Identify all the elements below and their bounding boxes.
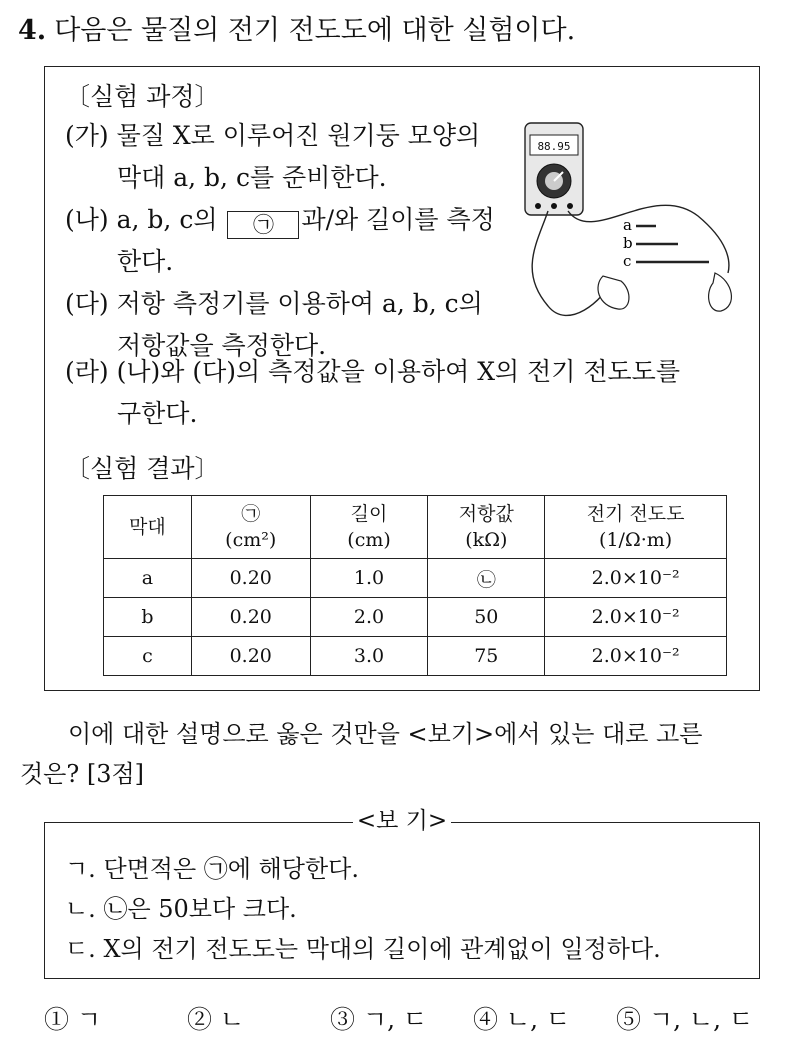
cell-rod: a: [104, 559, 192, 598]
rod-label-a: a: [623, 216, 632, 234]
left-hand-icon: [598, 276, 629, 309]
rod-label-b: b: [623, 234, 633, 252]
col-length: 길이 (cm): [310, 496, 428, 559]
step-text: 과/와 길이를 측정: [301, 205, 495, 234]
step-text: 물질 X로 이루어진 원기둥 모양의: [116, 121, 481, 150]
cell-resistance: ㉡: [428, 559, 545, 598]
cell-length: 1.0: [310, 559, 428, 598]
multimeter-display: 88.95: [537, 140, 571, 153]
choice-2[interactable]: ② ㄴ: [187, 1005, 245, 1034]
step-text-cont: 막대 a, b, c를 준비한다.: [117, 163, 387, 192]
bogi-item-giyeok: ㄱ. 단면적은 ㉠에 해당한다.: [65, 855, 359, 883]
choice-5[interactable]: ⑤ ㄱ, ㄴ, ㄷ: [616, 1005, 754, 1034]
bogi-item-digeut: ㄷ. X의 전기 전도도는 막대의 길이에 관계없이 일정하다.: [65, 935, 661, 963]
multimeter-illustration: [523, 121, 745, 321]
step-marker: (다): [65, 289, 109, 318]
cell-resistance: 50: [428, 598, 545, 637]
cell-area: 0.20: [191, 637, 310, 676]
question-description: [20, 714, 760, 794]
bogi-item-nieun: ㄴ. ㉡은 50보다 크다.: [65, 895, 297, 923]
step-marker: (나): [65, 205, 109, 234]
result-table: [103, 495, 727, 676]
procedure-heading: 〔실험 과정〕: [65, 82, 220, 111]
blank-box: ㉠: [227, 211, 299, 239]
step-ra: [65, 351, 680, 435]
rod-label-c: c: [623, 252, 632, 270]
cell-area: 0.20: [191, 559, 310, 598]
col-resistance: 저항값 (kΩ): [428, 496, 545, 559]
cell-conductivity: 2.0×10⁻²: [545, 559, 727, 598]
cell-length: 3.0: [310, 637, 428, 676]
choice-3[interactable]: ③ ㄱ, ㄷ: [330, 1005, 428, 1034]
step-text-cont: 구한다.: [117, 399, 198, 428]
bogi-label: <보 기>: [45, 806, 759, 836]
table-row: [104, 559, 727, 598]
choice-1[interactable]: ① ㄱ: [44, 1005, 102, 1034]
description-line: 이에 대한 설명으로 옳은 것만을 <보기>에서 있는 대로 고른: [68, 720, 703, 748]
right-hand-icon: [709, 273, 732, 311]
step-marker: (라): [65, 357, 109, 386]
step-text-cont: 한다.: [117, 247, 174, 276]
step-text: 저항 측정기를 이용하여 a, b, c의: [116, 289, 483, 318]
description-line: 것은? [3점]: [20, 760, 145, 788]
question-title: [18, 8, 575, 47]
cell-length: 2.0: [310, 598, 428, 637]
cell-resistance: 75: [428, 637, 545, 676]
step-na: [65, 199, 495, 283]
cell-conductivity: 2.0×10⁻²: [545, 637, 727, 676]
step-marker: (가): [65, 121, 109, 150]
col-conductivity: 전기 전도도 (1/Ω·m): [545, 496, 727, 559]
step-text: a, b, c의: [116, 205, 218, 234]
bogi-box: [44, 808, 760, 979]
probe-wire-left: [532, 211, 613, 315]
col-rod: 막대: [104, 496, 192, 559]
step-text-cont: 저항값을 측정한다.: [117, 331, 327, 360]
cell-rod: b: [104, 598, 192, 637]
question-number: 4.: [18, 15, 47, 46]
table-row: [104, 598, 727, 637]
cell-area: 0.20: [191, 598, 310, 637]
result-heading: 〔실험 결과〕: [65, 454, 220, 483]
table-row: [104, 637, 727, 676]
cell-rod: c: [104, 637, 192, 676]
experiment-box: [44, 66, 760, 691]
cell-conductivity: 2.0×10⁻²: [545, 598, 727, 637]
table-header-row: [104, 496, 727, 559]
col-area: ㉠ (cm²): [191, 496, 310, 559]
step-text: (나)와 (다)의 측정값을 이용하여 X의 전기 전도도를: [116, 357, 680, 386]
question-text: 다음은 물질의 전기 전도도에 대한 실험이다.: [54, 15, 576, 46]
choice-4[interactable]: ④ ㄴ, ㄷ: [473, 1005, 571, 1034]
step-ga: [65, 115, 480, 199]
